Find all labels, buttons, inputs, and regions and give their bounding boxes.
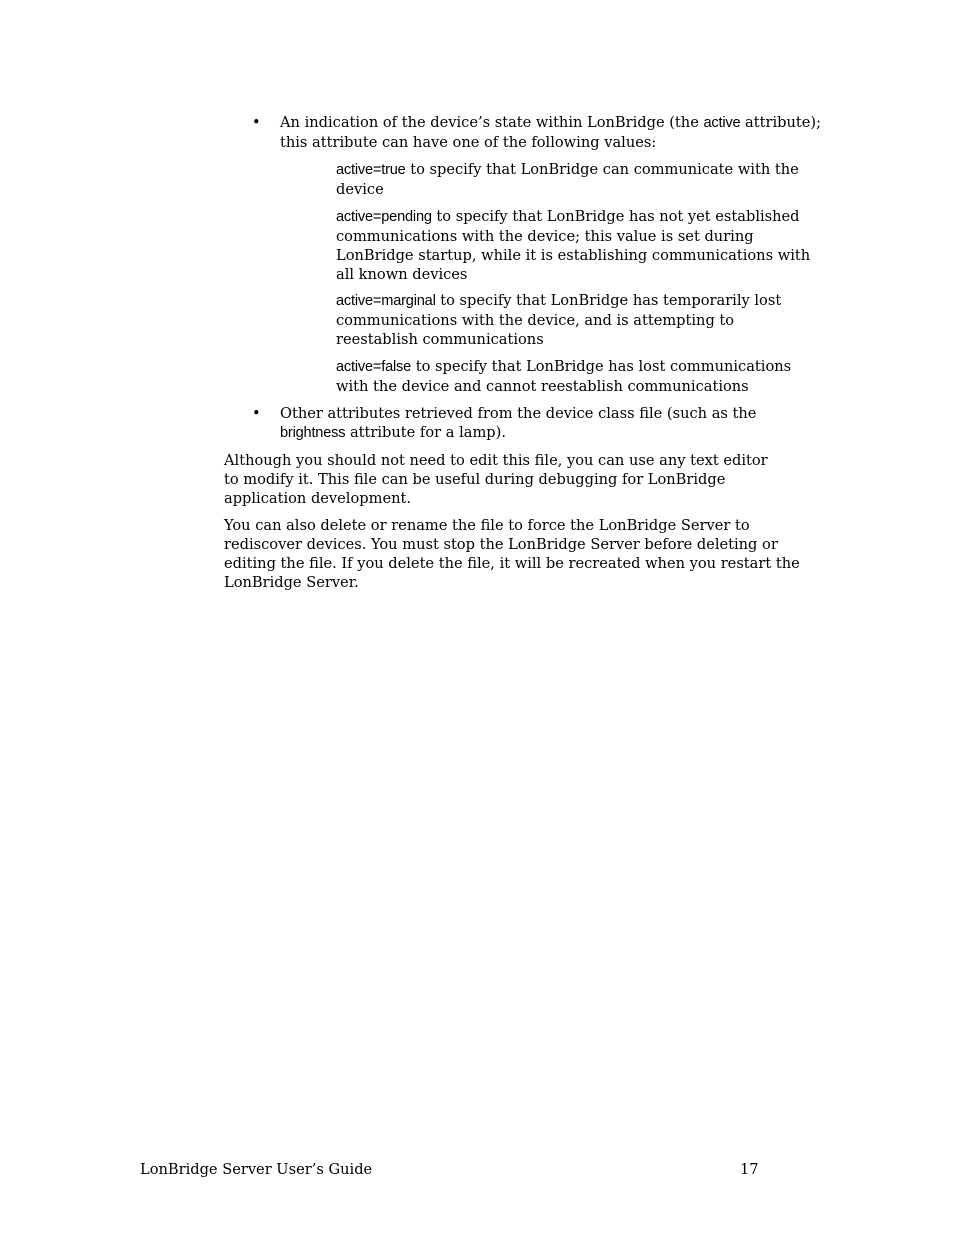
value-code: active=marginal bbox=[336, 293, 436, 309]
bullet-text-post: attribute for a lamp). bbox=[345, 424, 506, 441]
value-description: to specify that LonBridge can communicate with the device bbox=[336, 161, 799, 198]
value-active-marginal bbox=[336, 291, 816, 349]
value-active-pending bbox=[336, 207, 816, 284]
value-description: to specify that LonBridge has lost communications with the device and cannot reestablish communications bbox=[336, 358, 792, 395]
value-code: active=true bbox=[336, 162, 406, 178]
value-description: to specify that LonBridge has not yet established communications with the device; this value is set during LonBridge startup, while it is establishing communications with all known devices bbox=[336, 208, 811, 283]
attribute-name-active: active bbox=[703, 115, 741, 131]
footer-title: LonBridge Server User’s Guide bbox=[140, 1161, 373, 1178]
body-paragraph-editing: Although you should not need to edit this file, you can use any text editor to modify it. This file can be useful during debugging for LonBridge application development. bbox=[224, 452, 768, 507]
page-number: 17 bbox=[740, 1161, 759, 1178]
value-active-false bbox=[336, 357, 816, 396]
bullet-marker: • bbox=[252, 114, 261, 131]
value-description: to specify that LonBridge has temporarily lost communications with the device, and is attempting to reestablish communications bbox=[336, 292, 782, 348]
value-code: active=false bbox=[336, 359, 412, 375]
bullet-text-pre: Other attributes retrieved from the device class file (such as the bbox=[280, 405, 757, 422]
bullet-item-other-attributes bbox=[280, 404, 760, 443]
bullet-text-post: attribute); this attribute can have one of the following values: bbox=[280, 114, 821, 151]
bullet-item-device-state bbox=[280, 113, 825, 152]
attribute-name-brightness: brightness bbox=[280, 425, 346, 441]
bullet-text-pre: An indication of the device’s state within LonBridge (the bbox=[280, 114, 704, 131]
bullet-marker: • bbox=[252, 405, 261, 422]
value-active-true bbox=[336, 160, 816, 199]
value-code: active=pending bbox=[336, 209, 432, 225]
body-paragraph-rediscover: You can also delete or rename the file to force the LonBridge Server to rediscover devices. You must stop the LonBridge Server before deleting or editing the file. If you delete the file, it will be recreated when you restart the LonBridge Server. bbox=[224, 517, 800, 591]
